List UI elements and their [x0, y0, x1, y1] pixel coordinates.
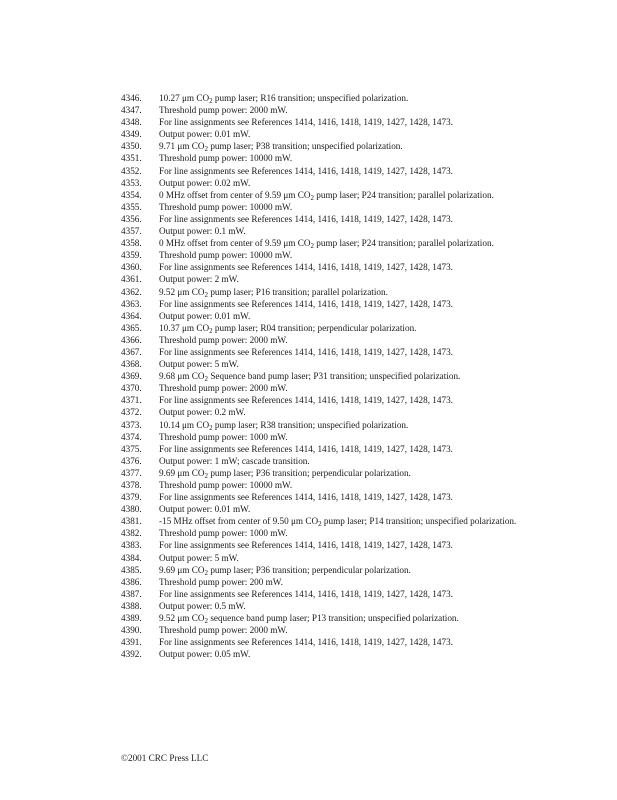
- note-item: [121, 503, 521, 515]
- note-text-main: Threshold pump power: 10000 mW.: [159, 480, 293, 490]
- note-text: [159, 503, 521, 515]
- note-number: 4385.: [121, 564, 142, 575]
- note-text: [159, 261, 521, 273]
- note-item: [121, 419, 521, 431]
- note-text-rest: pump laser; R16 transition; unspecified polarization.: [212, 93, 409, 103]
- note-text-rest: pump laser; P36 transition; perpendicular polarization.: [208, 467, 411, 478]
- note-item: [121, 140, 521, 152]
- note-item: [121, 636, 521, 648]
- notes-list: [121, 92, 521, 660]
- note-number: 4391.: [121, 637, 142, 648]
- note-text-main: For line assignments see References 1414, 1416, 1418, 1419, 1427, 1428, 1473.: [159, 443, 453, 454]
- note-text-main: 9.68 μm CO: [159, 371, 205, 382]
- note-item: [121, 431, 521, 443]
- note-item: [121, 552, 521, 564]
- note-text: [159, 189, 521, 201]
- note-text-main: Output power: 5 mW.: [159, 552, 239, 563]
- note-item: [121, 406, 521, 418]
- note-text: [159, 527, 521, 539]
- note-text-main: For line assignments see References 1414, 1416, 1418, 1419, 1427, 1428, 1473.: [159, 637, 453, 648]
- note-text: [159, 346, 521, 358]
- note-subscript: 2: [204, 568, 209, 577]
- note-text: [159, 128, 521, 140]
- note-text-main: For line assignments see References 1414, 1416, 1418, 1419, 1427, 1428, 1473.: [159, 540, 453, 551]
- note-text: [159, 382, 521, 394]
- note-text: [159, 431, 521, 443]
- note-number: 4365.: [121, 322, 142, 333]
- note-item: [121, 152, 521, 164]
- note-subscript: 2: [204, 145, 209, 154]
- note-text: [159, 515, 521, 527]
- note-item: [121, 648, 521, 660]
- note-item: [121, 358, 521, 370]
- note-number: 4350.: [121, 141, 142, 152]
- note-number: 4369.: [121, 371, 142, 382]
- note-text-rest: pump laser; R04 transition; perpendicular polarization.: [212, 322, 417, 333]
- note-text: [159, 334, 521, 346]
- note-text-main: Threshold pump power: 10000 mW.: [159, 250, 293, 261]
- note-text: [159, 213, 521, 225]
- note-text-main: For line assignments see References 1414, 1416, 1418, 1419, 1427, 1428, 1473.: [159, 395, 453, 406]
- note-text: [159, 370, 521, 382]
- note-text: [159, 612, 521, 624]
- note-subscript: 2: [310, 193, 314, 202]
- note-text-main: 10.14 μm CO: [159, 419, 210, 430]
- note-text: [159, 539, 521, 551]
- note-item: [121, 467, 521, 479]
- note-number: 4384.: [121, 552, 142, 563]
- note-text-rest: pump laser; P38 transition; unspecified polarization.: [208, 141, 403, 152]
- note-item: [121, 165, 521, 177]
- note-item: [121, 588, 521, 600]
- note-number: 4379.: [121, 492, 142, 503]
- note-number: 4360.: [121, 262, 142, 273]
- note-item: [121, 612, 521, 624]
- note-text: [159, 491, 521, 503]
- note-text-main: 9.69 μm CO: [159, 467, 205, 478]
- note-number: 4354.: [121, 189, 142, 200]
- note-text: [159, 564, 521, 576]
- note-item: [121, 527, 521, 539]
- note-number: 4371.: [121, 395, 142, 406]
- note-number: 4370.: [121, 383, 142, 394]
- note-text-rest: pump laser; P14 transition; unspecified polarization.: [321, 516, 517, 527]
- note-number: 4387.: [121, 588, 142, 599]
- note-text-main: Output power: 5 mW.: [159, 359, 239, 370]
- note-item: [121, 189, 521, 201]
- note-text: [159, 273, 521, 285]
- note-number: 4386.: [121, 576, 142, 587]
- note-item: [121, 298, 521, 310]
- note-item: [121, 201, 521, 213]
- note-number: 4359.: [121, 250, 142, 261]
- note-text-main: Output power: 0.01 mW.: [159, 129, 251, 140]
- note-item: [121, 515, 521, 527]
- note-text: [159, 588, 521, 600]
- note-text: [159, 419, 521, 431]
- note-number: 4372.: [121, 407, 142, 418]
- note-text: [159, 177, 521, 189]
- note-text-main: Output power: 0.1 mW.: [159, 226, 246, 237]
- note-text-main: Threshold pump power: 10000 mW.: [159, 153, 293, 164]
- note-text-main: For line assignments see References 1414, 1416, 1418, 1419, 1427, 1428, 1473.: [159, 492, 453, 503]
- note-item: [121, 116, 521, 128]
- note-text-main: For line assignments see References 1414, 1416, 1418, 1419, 1427, 1428, 1473.: [159, 165, 453, 176]
- note-item: [121, 443, 521, 455]
- note-text: [159, 624, 521, 636]
- note-item: [121, 249, 521, 261]
- note-item: [121, 455, 521, 467]
- note-number: 4382.: [121, 528, 142, 539]
- note-subscript: 2: [204, 290, 209, 299]
- note-text-main: 9.52 μm CO: [159, 286, 205, 297]
- note-item: [121, 213, 521, 225]
- note-number: 4363.: [121, 298, 142, 309]
- note-text: [159, 152, 521, 164]
- note-text-main: For line assignments see References 1414, 1416, 1418, 1419, 1427, 1428, 1473.: [159, 346, 453, 357]
- note-text-main: Threshold pump power: 2000 mW.: [159, 625, 288, 636]
- note-text-rest: pump laser; P16 transition; parallel polarization.: [208, 286, 388, 297]
- note-text-main: 10.27 μm CO: [159, 93, 210, 103]
- note-text: [159, 479, 521, 491]
- note-text-main: Output power: 2 mW.: [159, 274, 239, 285]
- note-number: 4358.: [121, 238, 142, 249]
- note-text-main: Threshold pump power: 1000 mW.: [159, 431, 288, 442]
- note-number: 4374.: [121, 431, 142, 442]
- note-text-main: For line assignments see References 1414, 1416, 1418, 1419, 1427, 1428, 1473.: [159, 588, 453, 599]
- note-subscript: 2: [204, 617, 209, 626]
- note-text-rest: Sequence band pump laser; P31 transition; unspecified polarization.: [208, 371, 461, 382]
- note-item: [121, 310, 521, 322]
- note-text: [159, 116, 521, 128]
- note-item: [121, 128, 521, 140]
- note-number: 4388.: [121, 600, 142, 611]
- note-text: [159, 201, 521, 213]
- note-number: 4368.: [121, 359, 142, 370]
- note-text-rest: pump laser; P24 transition; parallel polarization.: [313, 189, 494, 200]
- note-text-main: For line assignments see References 1414, 1416, 1418, 1419, 1427, 1428, 1473.: [159, 262, 453, 273]
- note-text-main: 9.52 μm CO: [159, 613, 205, 624]
- note-text: [159, 165, 521, 177]
- note-text: [159, 576, 521, 588]
- note-subscript: 2: [209, 97, 213, 105]
- note-text: [159, 467, 521, 479]
- note-text-main: -15 MHz offset from center of 9.50 μm CO: [159, 516, 319, 527]
- note-number: 4383.: [121, 540, 142, 551]
- note-text: [159, 443, 521, 455]
- note-text-main: Threshold pump power: 2000 mW.: [159, 105, 288, 116]
- note-text-rest: pump laser; R38 transition; unspecified polarization.: [212, 419, 409, 430]
- note-text-main: 0 MHz offset from center of 9.59 μm CO: [159, 189, 311, 200]
- note-text-main: Output power: 0.2 mW.: [159, 407, 246, 418]
- note-text-main: Threshold pump power: 1000 mW.: [159, 528, 288, 539]
- note-item: [121, 346, 521, 358]
- note-text-main: Output power: 1 mW; cascade transition.: [159, 455, 310, 466]
- note-text: [159, 636, 521, 648]
- note-text-main: 10.37 μm CO: [159, 322, 210, 333]
- note-number: 4367.: [121, 346, 142, 357]
- note-text: [159, 286, 521, 298]
- note-text-main: For line assignments see References 1414, 1416, 1418, 1419, 1427, 1428, 1473.: [159, 213, 453, 224]
- note-text-main: Output power: 0.02 mW.: [159, 177, 251, 188]
- note-text-rest: sequence band pump laser; P13 transition; unspecified polarization.: [208, 613, 459, 624]
- note-text-main: Output power: 0.5 mW.: [159, 600, 246, 611]
- note-item: [121, 225, 521, 237]
- note-text: [159, 104, 521, 116]
- note-item: [121, 539, 521, 551]
- note-text-rest: pump laser; P24 transition; parallel polarization.: [313, 238, 494, 249]
- note-text: [159, 237, 521, 249]
- note-text: [159, 225, 521, 237]
- note-number: 4389.: [121, 613, 142, 624]
- note-number: 4380.: [121, 504, 142, 515]
- note-number: 4377.: [121, 467, 142, 478]
- note-text: [159, 298, 521, 310]
- note-text-main: 9.69 μm CO: [159, 564, 205, 575]
- note-number: 4381.: [121, 516, 142, 527]
- note-item: [121, 479, 521, 491]
- note-number: 4375.: [121, 443, 142, 454]
- note-item: [121, 576, 521, 588]
- note-text: [159, 322, 521, 334]
- note-item: [121, 177, 521, 189]
- note-text: [159, 406, 521, 418]
- note-number: 4346.: [121, 93, 142, 103]
- note-number: 4390.: [121, 625, 142, 636]
- note-subscript: 2: [209, 423, 213, 432]
- note-number: 4347.: [121, 105, 142, 116]
- note-subscript: 2: [318, 520, 322, 529]
- note-number: 4349.: [121, 129, 142, 140]
- note-item: [121, 334, 521, 346]
- note-text-main: For line assignments see References 1414, 1416, 1418, 1419, 1427, 1428, 1473.: [159, 298, 453, 309]
- note-text: [159, 394, 521, 406]
- note-text: [159, 455, 521, 467]
- note-text: [159, 600, 521, 612]
- note-item: [121, 92, 521, 104]
- note-text-main: Threshold pump power: 10000 mW.: [159, 201, 293, 212]
- note-text-main: Output power: 0.01 mW.: [159, 504, 251, 515]
- note-item: [121, 382, 521, 394]
- note-item: [121, 394, 521, 406]
- note-subscript: 2: [310, 242, 314, 251]
- note-text-main: Output power: 0.01 mW.: [159, 310, 251, 321]
- note-item: [121, 237, 521, 249]
- note-number: 4362.: [121, 286, 142, 297]
- note-text-main: For line assignments see References 1414, 1416, 1418, 1419, 1427, 1428, 1473.: [159, 117, 453, 128]
- note-number: 4351.: [121, 153, 142, 164]
- note-text-main: 0 MHz offset from center of 9.59 μm CO: [159, 238, 311, 249]
- note-text: [159, 552, 521, 564]
- note-item: [121, 370, 521, 382]
- note-item: [121, 273, 521, 285]
- note-number: 4373.: [121, 419, 142, 430]
- note-subscript: 2: [204, 375, 209, 384]
- note-item: [121, 261, 521, 273]
- note-item: [121, 624, 521, 636]
- note-subscript: 2: [204, 471, 209, 480]
- note-number: 4356.: [121, 213, 142, 224]
- note-number: 4392.: [121, 649, 142, 660]
- note-number: 4376.: [121, 455, 142, 466]
- note-number: 4352.: [121, 165, 142, 176]
- note-text-main: Threshold pump power: 2000 mW.: [159, 383, 288, 394]
- note-number: 4355.: [121, 201, 142, 212]
- note-number: 4378.: [121, 480, 142, 490]
- note-item: [121, 564, 521, 576]
- note-item: [121, 322, 521, 334]
- note-text: [159, 92, 521, 104]
- note-number: 4364.: [121, 310, 142, 321]
- note-number: 4353.: [121, 177, 142, 188]
- note-number: 4348.: [121, 117, 142, 128]
- note-subscript: 2: [209, 326, 213, 335]
- note-number: 4361.: [121, 274, 142, 285]
- note-text: [159, 140, 521, 152]
- note-item: [121, 491, 521, 503]
- note-text-main: Threshold pump power: 2000 mW.: [159, 334, 288, 345]
- note-text-main: 9.71 μm CO: [159, 141, 205, 152]
- note-text-main: Threshold pump power: 200 mW.: [159, 576, 283, 587]
- note-number: 4366.: [121, 334, 142, 345]
- note-text: [159, 310, 521, 322]
- note-item: [121, 104, 521, 116]
- note-item: [121, 600, 521, 612]
- note-text: [159, 648, 521, 660]
- copyright-footer: ©2001 CRC Press LLC: [121, 753, 209, 763]
- note-item: [121, 286, 521, 298]
- note-text-main: Output power: 0.05 mW.: [159, 649, 251, 660]
- note-text: [159, 358, 521, 370]
- note-text: [159, 249, 521, 261]
- note-text-rest: pump laser; P36 transition; perpendicular polarization.: [208, 564, 411, 575]
- note-number: 4357.: [121, 226, 142, 237]
